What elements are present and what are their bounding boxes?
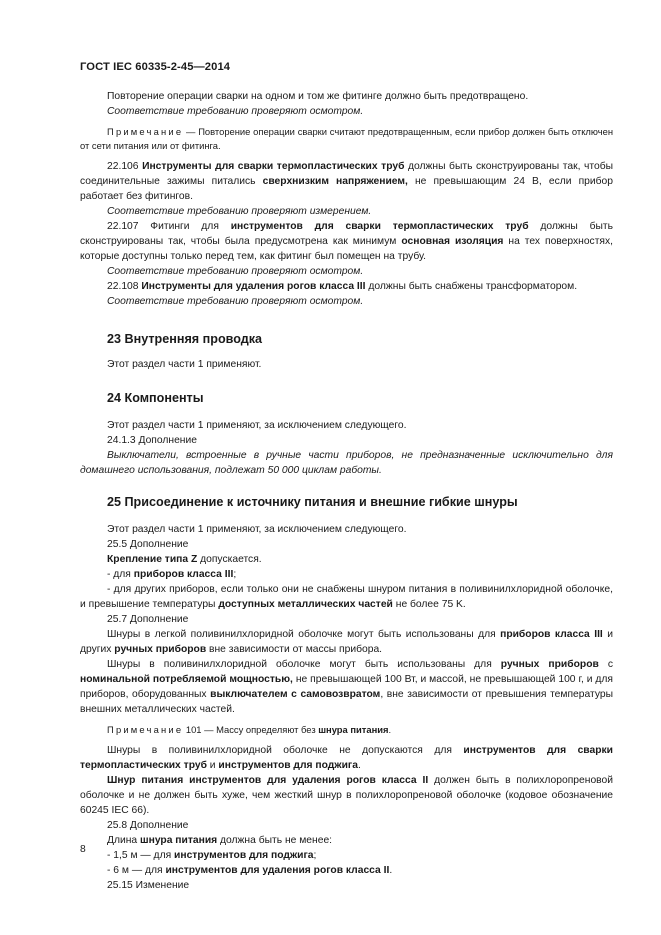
document-header: ГОСТ IEC 60335-2-45—2014 — [80, 61, 231, 73]
section-23-text: Этот раздел части 1 применяют. — [107, 359, 262, 370]
page-number: 8 — [80, 844, 86, 855]
paragraph: Шнуры в поливинилхлоридной оболочке могут быть использованы для ручных приборов с номинальной потребляемой мощностью, не превышающей 100 Вт, и массой, не превышающей 100 г, и для приборов, оборудованных выключателем с самовозвратом, вне зависимости от превышения температуры внешних металлических частей. — [80, 659, 613, 715]
subclause-label: 25.5 Дополнение — [107, 539, 189, 550]
clause-22-108: 22.108 Инструменты для удаления рогов класса III должны быть снабжены трансформатором. — [107, 281, 578, 292]
compliance-check: Соответствие требованию проверяют измерением. — [107, 206, 372, 217]
paragraph: Длина шнура питания должна быть не менее: — [107, 835, 333, 846]
section-24-title: 24 Компоненты — [107, 391, 204, 405]
note: Примечание 101 — Массу определяют без шнура питания. — [107, 724, 392, 735]
list-item: - 1,5 м — для инструментов для поджига; — [107, 850, 317, 861]
clause-22-106: 22.106 Инструменты для сварки термопластических труб должны быть сконструированы так, чтобы соединительные зажимы питались сверхнизким напряжением, не превышающим 24 В, если прибор работает без фитингов. — [80, 161, 613, 202]
list-item: - для приборов класса III; — [107, 569, 237, 580]
compliance-check: Соответствие требованию проверяют осмотром. — [107, 266, 364, 277]
section-24-text: Этот раздел части 1 применяют, за исключением следующего. — [107, 420, 407, 431]
compliance-check: Соответствие требованию проверяют осмотром. — [107, 106, 364, 117]
paragraph: Шнуры в поливинилхлоридной оболочке не допускаются для инструментов для сварки термопластических труб и инструментов для поджига. — [80, 745, 613, 771]
compliance-check: Соответствие требованию проверяют осмотром. — [107, 296, 364, 307]
note-label: Примечание — [107, 724, 184, 735]
section-23-title: 23 Внутренняя проводка — [107, 332, 263, 346]
subclause-label: 24.1.3 Дополнение — [107, 435, 197, 446]
paragraph: Шнур питания инструментов для удаления рогов класса II должен быть в полихлоропреновой оболочке и не должен быть хуже, чем жесткий шнур в полихлоропреновой оболочке (кодовое обозначение 60245 IEC 66). — [80, 775, 613, 816]
note — [80, 125, 613, 153]
subclause-label: 25.7 Дополнение — [107, 614, 189, 625]
page-content — [80, 89, 613, 893]
paragraph: Шнуры в легкой поливинилхлоридной оболочке могут быть использованы для приборов класса III и других ручных приборов вне зависимости от массы прибора. — [80, 629, 613, 655]
list-item: - 6 м — для инструментов для удаления рогов класса II. — [107, 865, 393, 876]
subclause-label: 25.15 Изменение — [107, 880, 190, 891]
list-item: - для других приборов, если только они не снабжены шнуром питания в поливинилхлоридной оболочке, и превышение температуры доступных металлических частей не более 75 K. — [80, 584, 613, 610]
note-text: — Повторение операции сварки считают предотвращенным, если прибор должен быть отключен от сети питания или от фитинга. — [80, 126, 613, 151]
note-label: Примечание — [107, 126, 184, 137]
paragraph: Повторение операции сварки на одном и том же фитинге должно быть предотвращено. — [107, 91, 529, 102]
subclause-label: 25.8 Дополнение — [107, 820, 189, 831]
section-25-title: 25 Присоединение к источнику питания и внешние гибкие шнуры — [107, 495, 518, 509]
clause-22-107: 22.107 Фитинги для инструментов для сварки термопластических труб должны быть сконструированы так, чтобы была предусмотрена как минимум основная изоляция на тех поверхностях, которые доступны только перед тем, как фитинг был помещен на трубу. — [80, 221, 613, 262]
section-25-text: Этот раздел части 1 применяют, за исключением следующего. — [107, 524, 407, 535]
paragraph: Крепление типа Z допускается. — [107, 554, 262, 565]
section-24-italic: Выключатели, встроенные в ручные части приборов, не предназначенные исключительно для домашнего использования, подлежат 50 000 циклам работы. — [80, 450, 613, 476]
